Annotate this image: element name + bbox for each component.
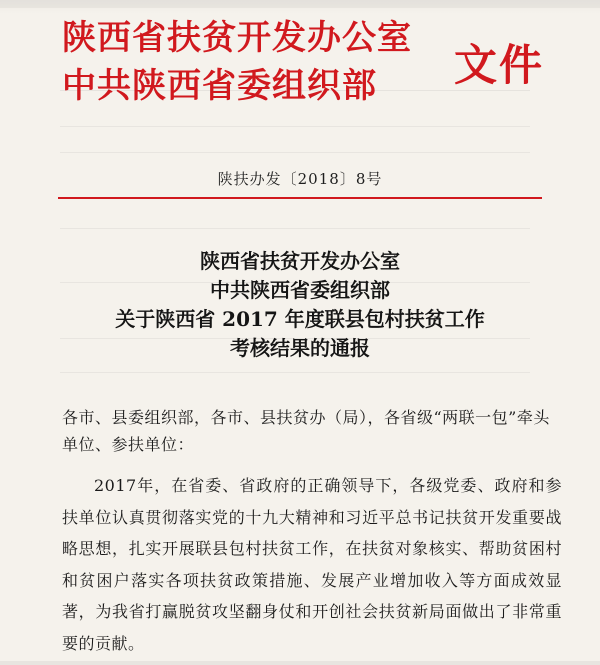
document-number: 陕扶办发〔2018〕8号 bbox=[217, 170, 383, 188]
title-line-2: 中共陕西省委组织部 bbox=[210, 278, 390, 302]
notice-title bbox=[0, 247, 600, 363]
salutation: 各市、县委组织部，各市、县扶贫办（局），各省级“两联一包”牵头单位、参扶单位： bbox=[62, 408, 550, 454]
title-line-3: 关于陕西省 2017 年度联县包村扶贫工作 bbox=[115, 307, 485, 331]
document-header bbox=[62, 10, 582, 108]
body-paragraph: 2017年，在省委、省政府的正确领导下，各级党委、政府和参扶单位认真贯彻落实党的十九大精神和习近平总书记扶贫开发重要战略思想，扎实开展联县包村扶贫工作，在扶贫对象核实、帮助贫困村和贫困户落实各项扶贫政策措施、发展产业增加收入等方面成效显著，为我省打赢脱贫攻坚翻身仗和开创社会扶贫新局面做出了非常重要的贡献。 bbox=[62, 476, 562, 653]
title-line-1: 陕西省扶贫开发办公室 bbox=[200, 249, 400, 273]
issuer-line-1: 陕西省扶贫开发办公室 bbox=[62, 18, 412, 58]
title-line-4: 考核结果的通报 bbox=[230, 336, 370, 360]
document-type-label: 文件 bbox=[454, 41, 544, 91]
top-shadow bbox=[0, 0, 600, 8]
red-divider-line bbox=[58, 197, 542, 199]
bottom-edge bbox=[0, 661, 600, 665]
issuer-line-2: 中共陕西省委组织部 bbox=[62, 66, 377, 106]
